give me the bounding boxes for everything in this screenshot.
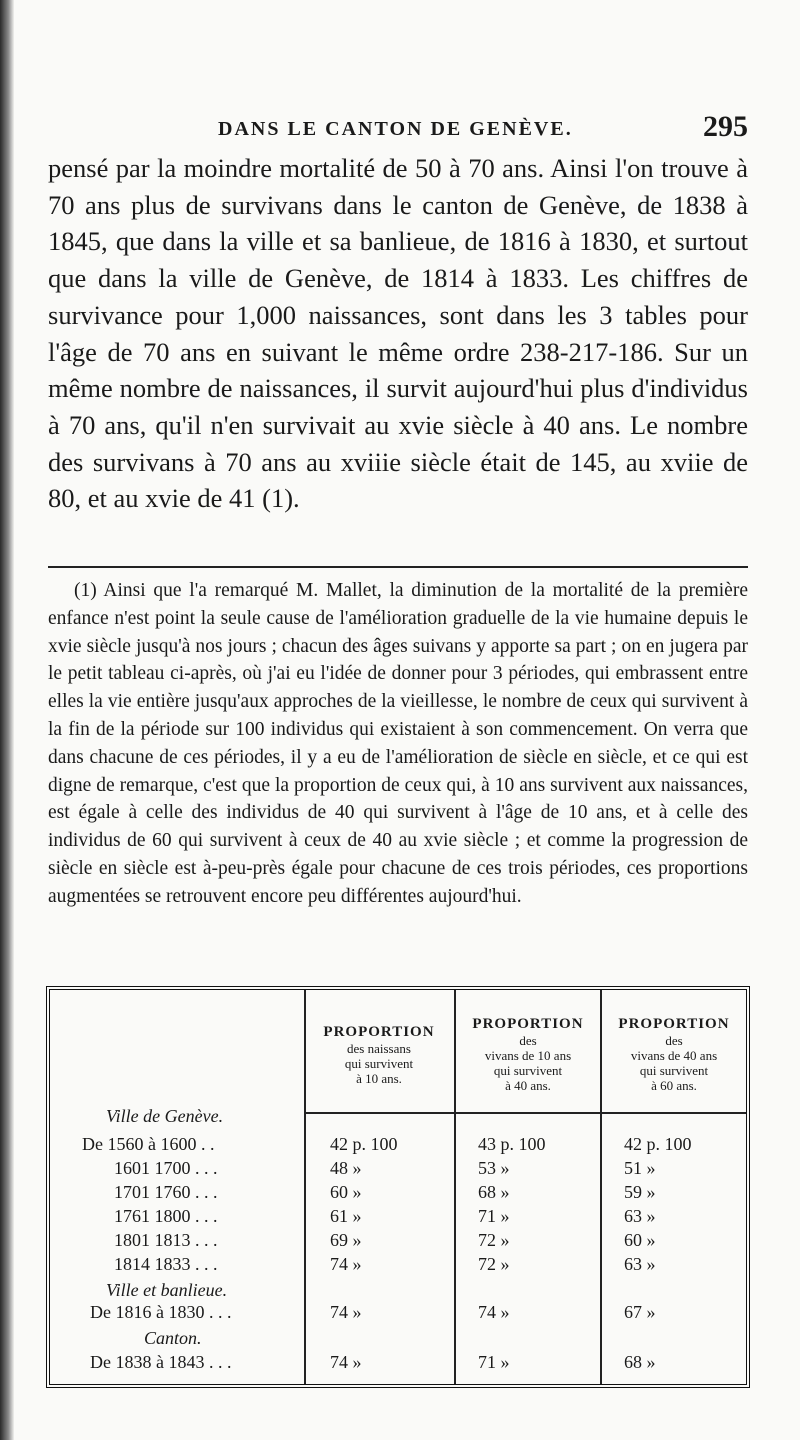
section-label-ville: Ville de Genève. [106, 1106, 224, 1126]
main-paragraph: pensé par la moindre mortalité de 50 à 70 ans. Ainsi l'on trouve à 70 ans plus de survivans dans le canton de Genève, de 1838 à 1845, que dans la ville et sa banlieue, de 1816 à 1830, et surtout que dans la ville de Genève, de 1814 à 1833. Les chiffres de survivance pour 1,000 naissances, sont dans les 3 tables pour l'âge de 70 ans en suivant le même ordre 238-217-186. Sur un même nombre de naissances, il survit aujourd'hui plus d'individus à 70 ans, qu'il n'en survivait au xvie siècle à 40 ans. Le nombre des survivans à 70 ans au xviiie siècle était de 145, au xviie de 80, et au xvie de 41 (1). [48, 153, 748, 514]
table-row: De 1838 à 1843 . . . 74 » 71 » 68 » [90, 1352, 656, 1372]
column-header-1: PROPORTION des naissans qui survivent à 10 ans. [323, 1024, 435, 1086]
table-row: 1801 1813 . . . 69 » 72 » 60 » [114, 1230, 656, 1250]
page-gutter-shadow [0, 0, 14, 1440]
footnote-rule [48, 566, 748, 568]
section-label-banlieue: Ville et banlieue. [106, 1280, 228, 1300]
table-row: 1761 1800 . . . 61 » 71 » 63 » [114, 1206, 656, 1226]
section-label-canton: Canton. [144, 1328, 202, 1348]
survival-table [46, 986, 750, 1388]
table-row: 1701 1760 . . . 60 » 68 » 59 » [114, 1182, 656, 1202]
page-header [48, 110, 748, 150]
table-row: De 1560 à 1600 . . 42 p. 100 43 p. 100 42 p. 100 [82, 1134, 692, 1154]
running-title: DANS LE CANTON DE GENÈVE. [218, 118, 573, 140]
footnote-text: (1) Ainsi que l'a remarqué M. Mallet, la diminution de la mortalité de la première enfance n'est point la seule cause de l'amélioration graduelle de la vie humaine depuis le xvie siècle jusqu'à nos jours ; chacun des âges suivans y apporte sa part ; on en jugera par le petit tableau ci-après, où j'ai eu l'idée de donner pour 3 périodes, qui embrassent entre elles la vie entière jusqu'aux approches de la vieillesse, le nombre de ceux qui survivent à la fin de la période sur 100 individus qui existaient à son commencement. On verra que dans chacune de ces périodes, il y a eu de l'amélioration de siècle en siècle, et ce qui est digne de remarque, c'est que la proportion de ceux qui, à 10 ans survivent aux naissances, est égale à celle des individus de 40 qui survivent à l'âge de 10 ans, et à celle des individus de 60 qui survivent à ceux de 40 au xvie siècle ; et comme la progression de siècle en siècle est à-peu-près égale pour chacune de ces trois périodes, ces proportions augmentées se retrouvent encore peu différentes aujourd'hui. [48, 580, 748, 907]
column-header-2: PROPORTION des vivans de 10 ans qui survivent à 40 ans. [472, 1016, 584, 1093]
table-row: 1814 1833 . . . 74 » 72 » 63 » [114, 1254, 656, 1274]
table-row: 1601 1700 . . . 48 » 53 » 51 » [114, 1158, 656, 1178]
footnote [48, 577, 748, 911]
table-row: De 1816 à 1830 . . . 74 » 74 » 67 » [90, 1302, 656, 1322]
main-text [48, 150, 748, 517]
column-header-3: PROPORTION des vivans de 40 ans qui survivent à 60 ans. [618, 1016, 730, 1093]
page-number: 295 [703, 110, 748, 143]
header-rule [304, 1112, 746, 1114]
